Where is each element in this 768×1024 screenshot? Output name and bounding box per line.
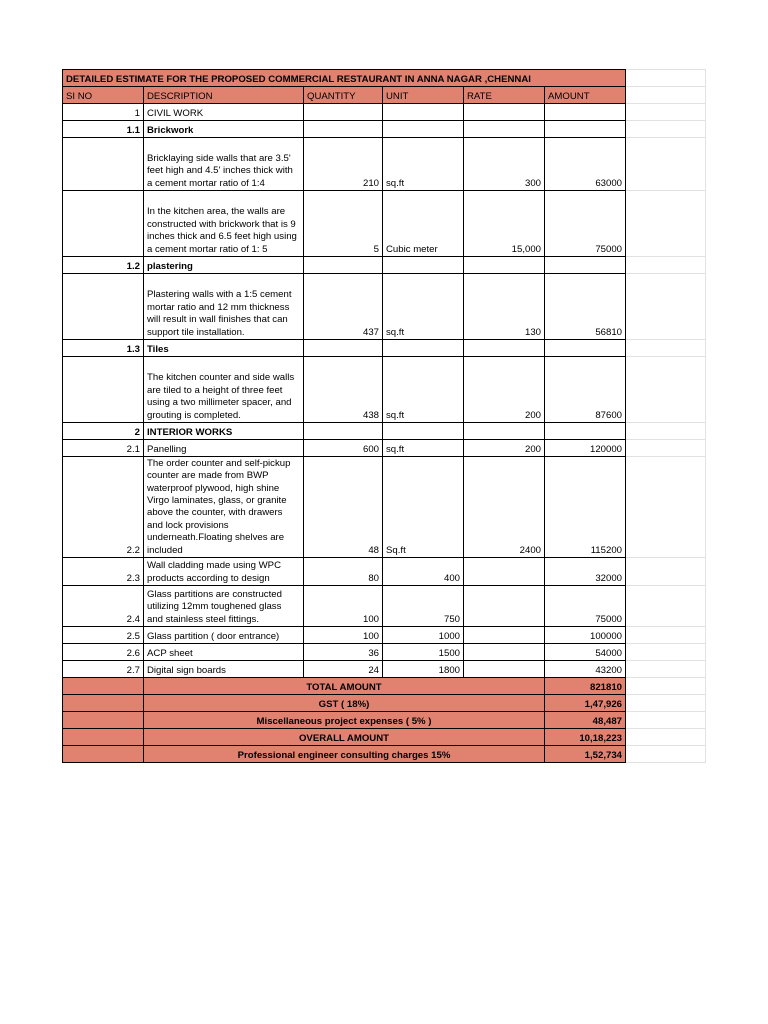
empty-cell (626, 457, 706, 558)
cell-unit: sq.ft (383, 357, 464, 423)
cell-rate (464, 644, 545, 661)
cell-quantity: 100 (304, 627, 383, 644)
table-row (63, 457, 706, 558)
empty-cell (626, 257, 706, 274)
table-row (63, 661, 706, 678)
cell-sino: 2.3 (63, 558, 144, 586)
table-row (63, 257, 706, 274)
cell-quantity (304, 104, 383, 121)
cell-description: The kitchen counter and side walls are tiled to a height of three feet using a two millimeter spacer, and grouting is completed. (144, 357, 304, 423)
empty-cell (626, 340, 706, 357)
cell-sino (63, 191, 144, 257)
estimate-table (62, 69, 706, 763)
totals-row (63, 729, 706, 746)
table-row (63, 558, 706, 586)
cell-quantity: 437 (304, 274, 383, 340)
cell-rate (464, 121, 545, 138)
cell-amount: 120000 (545, 440, 626, 457)
cell-amount: 87600 (545, 357, 626, 423)
table-row (63, 440, 706, 457)
cell-amount: 56810 (545, 274, 626, 340)
cell-description: Brickwork (144, 121, 304, 138)
table-row (63, 104, 706, 121)
empty-cell (626, 440, 706, 457)
cell-amount: 75000 (545, 586, 626, 627)
table-row (63, 423, 706, 440)
table-row (63, 138, 706, 191)
cell-description: Tiles (144, 340, 304, 357)
table-row (63, 121, 706, 138)
cell-amount (545, 121, 626, 138)
cell-quantity (304, 121, 383, 138)
cell-amount: 54000 (545, 644, 626, 661)
empty-cell (626, 121, 706, 138)
cell-sino: 2.4 (63, 586, 144, 627)
cell-rate (464, 661, 545, 678)
empty-cell (626, 746, 706, 763)
cell-rate: 300 (464, 138, 545, 191)
gst-value: 1,47,926 (545, 695, 626, 712)
cell-description: Panelling (144, 440, 304, 457)
empty-cell (626, 729, 706, 746)
totals-row (63, 695, 706, 712)
empty-cell (63, 678, 144, 695)
cell-unit (383, 104, 464, 121)
cell-description: CIVIL WORK (144, 104, 304, 121)
cell-quantity (304, 340, 383, 357)
cell-amount (545, 104, 626, 121)
cell-unit: Cubic meter (383, 191, 464, 257)
cell-quantity (304, 423, 383, 440)
consulting-charges-value: 1,52,734 (545, 746, 626, 763)
sheet-title: DETAILED ESTIMATE FOR THE PROPOSED COMMERCIAL RESTAURANT IN ANNA NAGAR ,CHENNAI (63, 70, 626, 87)
empty-cell (626, 586, 706, 627)
cell-quantity (304, 257, 383, 274)
table-row (63, 586, 706, 627)
cell-amount: 63000 (545, 138, 626, 191)
cell-sino: 2.1 (63, 440, 144, 457)
header-rate: RATE (464, 87, 545, 104)
cell-unit: 1500 (383, 644, 464, 661)
cell-sino (63, 274, 144, 340)
cell-quantity: 438 (304, 357, 383, 423)
cell-quantity: 600 (304, 440, 383, 457)
cell-amount (545, 423, 626, 440)
empty-cell (626, 191, 706, 257)
cell-sino: 1.3 (63, 340, 144, 357)
cell-sino: 1.1 (63, 121, 144, 138)
empty-cell (626, 627, 706, 644)
cell-quantity: 24 (304, 661, 383, 678)
overall-amount-value: 10,18,223 (545, 729, 626, 746)
empty-cell (626, 104, 706, 121)
cell-description: Glass partitions are constructed utilizing 12mm toughened glass and stainless steel fittings. (144, 586, 304, 627)
cell-quantity: 80 (304, 558, 383, 586)
cell-sino: 2.6 (63, 644, 144, 661)
header-quantity: QUANTITY (304, 87, 383, 104)
table-row (63, 644, 706, 661)
cell-quantity: 48 (304, 457, 383, 558)
table-row (63, 274, 706, 340)
empty-cell (626, 661, 706, 678)
cell-unit (383, 257, 464, 274)
empty-cell (63, 729, 144, 746)
cell-description: Bricklaying side walls that are 3.5' feet high and 4.5' inches thick with a cement mortar ratio of 1:4 (144, 138, 304, 191)
total-amount-value: 821810 (545, 678, 626, 695)
empty-cell (626, 138, 706, 191)
empty-cell (626, 712, 706, 729)
cell-unit: 400 (383, 558, 464, 586)
cell-description: In the kitchen area, the walls are constructed with brickwork that is 9 inches thick and 6.5 feet high using a cement mortar ratio of 1: 5 (144, 191, 304, 257)
cell-description: The order counter and self-pickup counter are made from BWP waterproof plywood, high shine Virgo laminates, glass, or granite above the counter, with drawers and lock provisions underneath.Floating shelves are included (144, 457, 304, 558)
total-amount-label: TOTAL AMOUNT (144, 678, 545, 695)
cell-rate (464, 104, 545, 121)
cell-sino: 1 (63, 104, 144, 121)
misc-expenses-value: 48,487 (545, 712, 626, 729)
cell-sino: 2 (63, 423, 144, 440)
cell-amount (545, 340, 626, 357)
empty-cell (626, 274, 706, 340)
header-description: DESCRIPTION (144, 87, 304, 104)
cell-rate (464, 257, 545, 274)
cell-unit: Sq.ft (383, 457, 464, 558)
cell-unit: 1800 (383, 661, 464, 678)
empty-cell (63, 695, 144, 712)
cell-amount: 100000 (545, 627, 626, 644)
cell-rate: 200 (464, 357, 545, 423)
cell-rate: 15,000 (464, 191, 545, 257)
consulting-charges-label: Professional engineer consulting charges 15% (144, 746, 545, 763)
cell-rate (464, 558, 545, 586)
table-row (63, 340, 706, 357)
empty-cell (626, 678, 706, 695)
header-amount: AMOUNT (545, 87, 626, 104)
totals-row (63, 746, 706, 763)
cell-description: Glass partition ( door entrance) (144, 627, 304, 644)
cell-quantity: 5 (304, 191, 383, 257)
cell-rate: 200 (464, 440, 545, 457)
cell-rate: 2400 (464, 457, 545, 558)
cell-amount: 115200 (545, 457, 626, 558)
empty-cell (626, 87, 706, 104)
cell-unit (383, 340, 464, 357)
cell-sino (63, 357, 144, 423)
empty-cell (626, 558, 706, 586)
cell-description: Wall cladding made using WPC products according to design (144, 558, 304, 586)
table-row (63, 191, 706, 257)
cell-description: INTERIOR WORKS (144, 423, 304, 440)
cell-amount: 43200 (545, 661, 626, 678)
cell-unit: 1000 (383, 627, 464, 644)
table-row (63, 357, 706, 423)
totals-row (63, 678, 706, 695)
cell-unit: 750 (383, 586, 464, 627)
empty-cell (626, 644, 706, 661)
empty-cell (626, 695, 706, 712)
cell-rate (464, 340, 545, 357)
cell-sino: 2.7 (63, 661, 144, 678)
overall-amount-label: OVERALL AMOUNT (144, 729, 545, 746)
empty-cell (63, 712, 144, 729)
empty-cell (626, 357, 706, 423)
empty-cell (63, 746, 144, 763)
cell-quantity: 210 (304, 138, 383, 191)
header-row (63, 87, 706, 104)
cell-amount: 32000 (545, 558, 626, 586)
cell-quantity: 36 (304, 644, 383, 661)
cell-description: Digital sign boards (144, 661, 304, 678)
gst-label: GST ( 18%) (144, 695, 545, 712)
cell-sino: 2.5 (63, 627, 144, 644)
cell-rate: 130 (464, 274, 545, 340)
cell-unit: sq.ft (383, 138, 464, 191)
cell-rate (464, 423, 545, 440)
totals-row (63, 712, 706, 729)
cell-quantity: 100 (304, 586, 383, 627)
cell-description: ACP sheet (144, 644, 304, 661)
cell-sino: 2.2 (63, 457, 144, 558)
header-unit: UNIT (383, 87, 464, 104)
header-sino: SI NO (63, 87, 144, 104)
cell-description: plastering (144, 257, 304, 274)
cell-rate (464, 586, 545, 627)
cell-description: Plastering walls with a 1:5 cement mortar ratio and 12 mm thickness will result in wall finishes that can support tile installation. (144, 274, 304, 340)
table-row (63, 627, 706, 644)
cell-rate (464, 627, 545, 644)
cell-unit: sq.ft (383, 440, 464, 457)
cell-unit (383, 423, 464, 440)
cell-unit: sq.ft (383, 274, 464, 340)
misc-expenses-label: Miscellaneous project expenses ( 5% ) (144, 712, 545, 729)
empty-cell (626, 70, 706, 87)
cell-unit (383, 121, 464, 138)
cell-amount: 75000 (545, 191, 626, 257)
empty-cell (626, 423, 706, 440)
cell-sino: 1.2 (63, 257, 144, 274)
cell-amount (545, 257, 626, 274)
cell-sino (63, 138, 144, 191)
